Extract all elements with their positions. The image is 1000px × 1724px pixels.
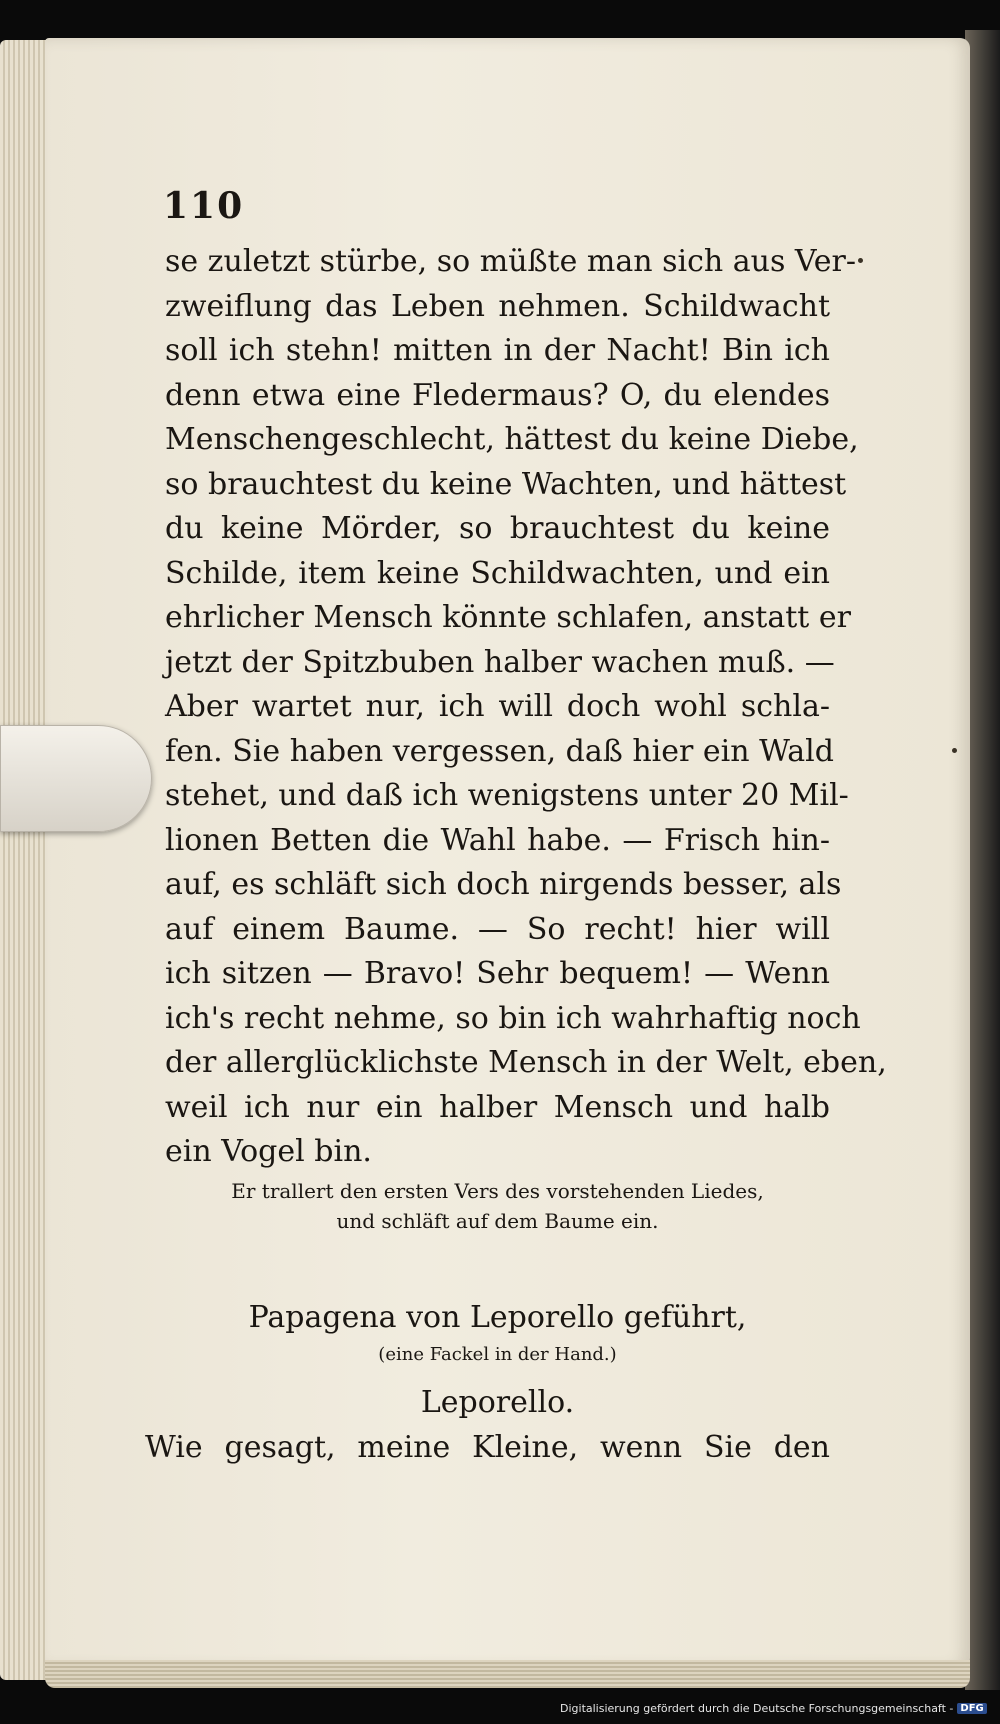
text-line-content: se zuletzt stürbe, so müßte man sich aus Ver- xyxy=(165,244,857,279)
stage-direction-line: Er trallert den ersten Vers des vorstehenden Liedes, xyxy=(231,1179,764,1203)
text-line xyxy=(165,1086,830,1131)
text-line xyxy=(165,374,830,419)
text-line xyxy=(165,329,830,374)
text-line-content: jetzt der Spitzbuben halber wachen muß. — xyxy=(165,644,835,680)
credit-text: Digitalisierung gefördert durch die Deutsche Forschungsgemeinschaft - xyxy=(560,1702,954,1715)
text-line xyxy=(165,1041,887,1086)
text-line-content: stehet, und daß ich wenigstens unter 20 Mil- xyxy=(165,778,849,813)
stage-direction-line: und schläft auf dem Baume ein. xyxy=(336,1209,659,1233)
text-line xyxy=(165,463,847,508)
page-number: 110 xyxy=(163,185,245,227)
text-line xyxy=(165,952,830,997)
body-text xyxy=(165,240,887,1175)
text-line-content: auf einem Baume. — So recht! hier will xyxy=(165,911,830,947)
text-line xyxy=(165,285,830,330)
text-line xyxy=(165,819,830,864)
text-line-content: weil ich nur ein halber Mensch und halb xyxy=(165,1089,830,1125)
text-line xyxy=(165,1130,830,1175)
digitization-credit xyxy=(560,1702,987,1715)
text-line xyxy=(165,418,859,463)
stage-direction xyxy=(165,1176,830,1236)
text-line-content: Menschengeschlecht, hättest du keine Diebe, xyxy=(165,422,859,457)
text-line-content: ich sitzen — Bravo! Sehr bequem! — Wenn xyxy=(165,956,830,991)
paper-speck xyxy=(952,748,957,753)
character-note: (eine Fackel in der Hand.) xyxy=(378,1344,617,1365)
text-line-content: der allerglücklichste Mensch in der Welt, eben, xyxy=(165,1045,887,1080)
text-line xyxy=(165,507,830,552)
text-line-content: ein Vogel bin. xyxy=(165,1134,372,1169)
final-text-line: Wie gesagt, meine Kleine, wenn Sie den xyxy=(145,1430,830,1465)
text-line-content: ich's recht nehme, so bin ich wahrhaftig noch xyxy=(165,1000,861,1036)
page-holder-clip xyxy=(0,725,152,832)
page-bottom-edge xyxy=(45,1660,970,1688)
text-line-content: Schilde, item keine Schildwachten, und ein xyxy=(165,555,830,591)
text-line-content: Aber wartet nur, ich will doch wohl schla- xyxy=(165,689,830,724)
character-entry: Papagena von Leporello geführt, xyxy=(248,1300,747,1335)
dfg-logo: DFG xyxy=(957,1703,986,1714)
text-line-content: soll ich stehn! mitten in der Nacht! Bin ich xyxy=(165,333,830,368)
book-gutter-shadow xyxy=(965,30,1000,1690)
speaker-name: Leporello. xyxy=(420,1385,575,1420)
text-line xyxy=(165,908,830,953)
text-line xyxy=(165,240,857,285)
text-line-content: auf, es schläft sich doch nirgends besser, als xyxy=(165,867,842,902)
text-line xyxy=(165,863,842,908)
text-line xyxy=(165,774,849,819)
text-line xyxy=(165,641,835,686)
text-line-content: ehrlicher Mensch könnte schlafen, anstatt er xyxy=(165,600,851,635)
text-line-content: zweiflung das Leben nehmen. Schildwacht xyxy=(165,288,830,324)
text-line xyxy=(165,596,851,641)
text-line-content: du keine Mörder, so brauchtest du keine xyxy=(165,511,830,546)
text-line-content: lionen Betten die Wahl habe. — Frisch hin- xyxy=(165,822,830,858)
text-line xyxy=(165,552,830,597)
text-line xyxy=(165,730,834,775)
text-line-content: so brauchtest du keine Wachten, und hättest xyxy=(165,466,847,502)
paper-speck xyxy=(858,258,863,263)
text-line xyxy=(165,997,861,1042)
text-line xyxy=(165,685,830,730)
text-line-content: denn etwa eine Fledermaus? O, du elendes xyxy=(165,377,830,413)
text-line-content: fen. Sie haben vergessen, daß hier ein Wald xyxy=(165,733,834,769)
